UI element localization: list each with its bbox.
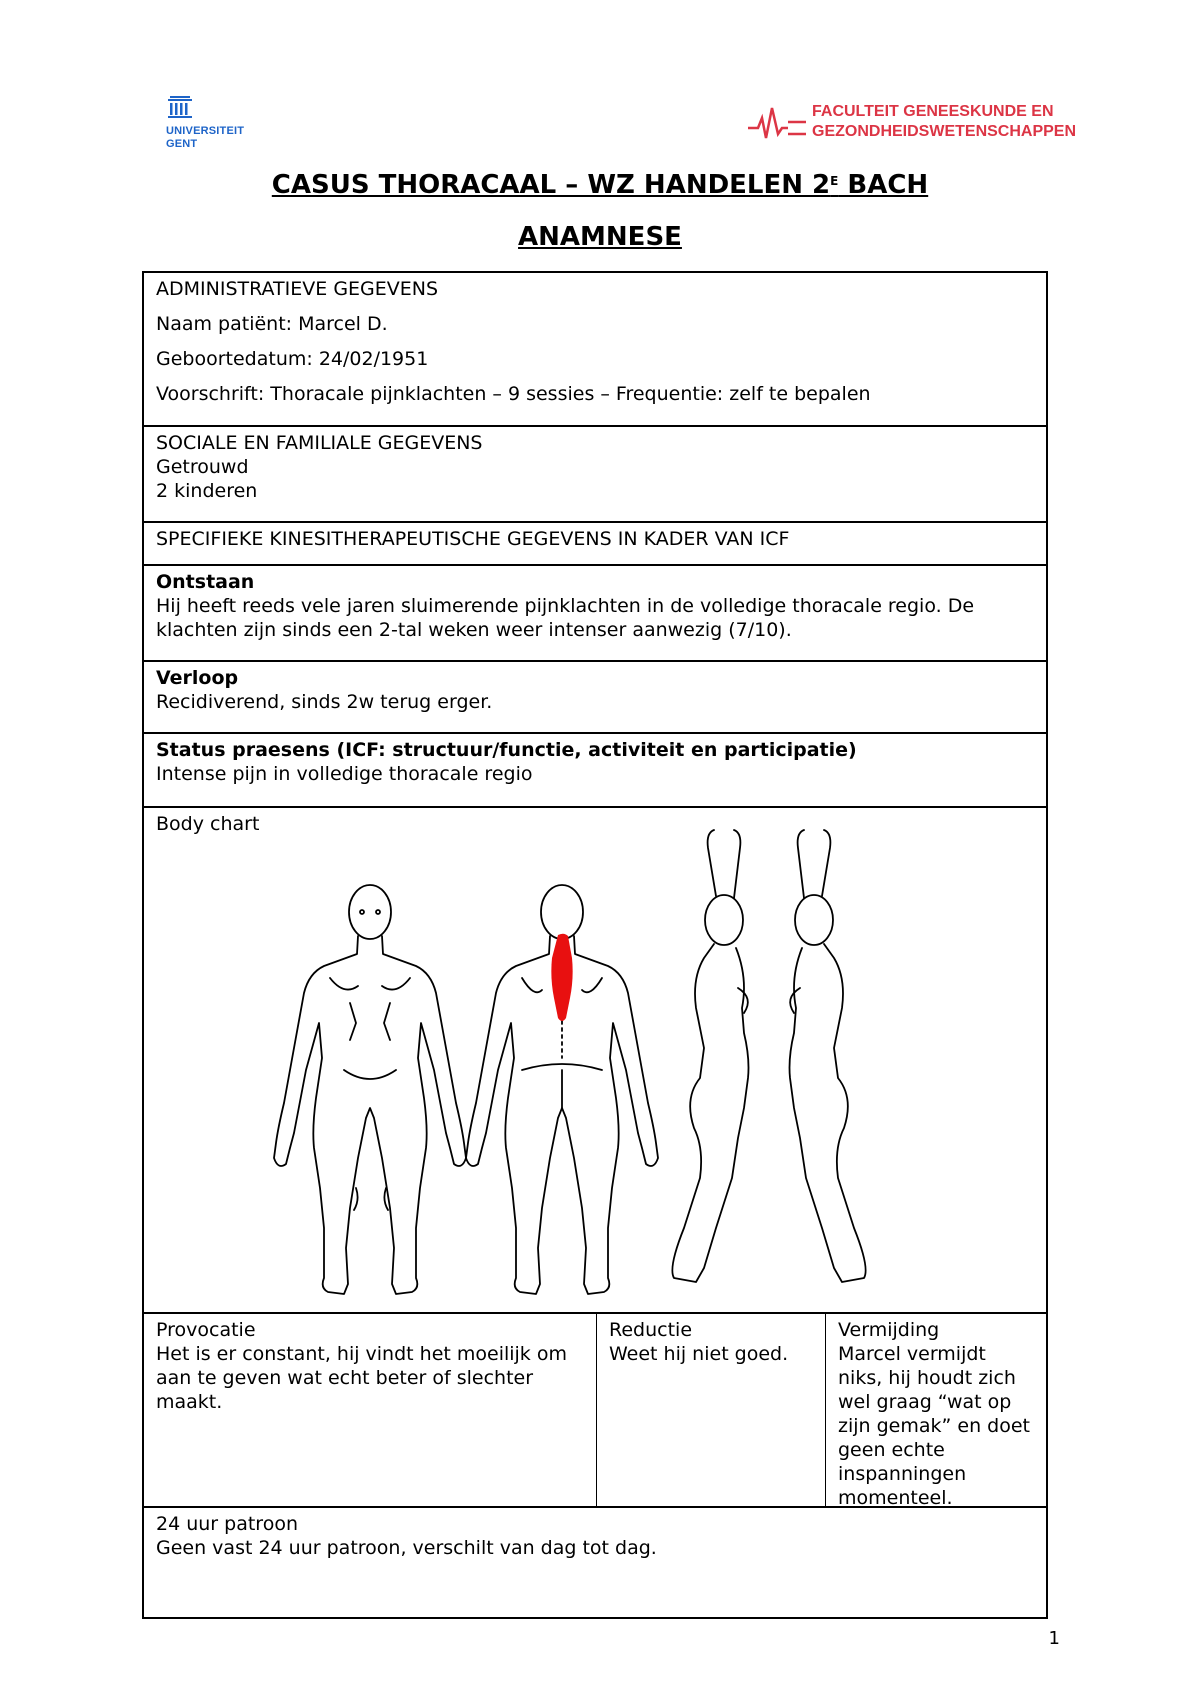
document-subtitle: ANAMNESE <box>518 222 682 252</box>
verloop-text: Recidiverend, sinds 2w terug erger. <box>156 691 493 713</box>
faculty-logo-text: FACULTEIT GENEESKUNDE EN GEZONDHEIDSWETENSCHAPPEN <box>812 103 1077 140</box>
verloop-header: Verloop <box>156 667 239 689</box>
social-header: SOCIALE EN FAMILIALE GEGEVENS <box>156 432 483 454</box>
body-chart-figure <box>144 808 1046 1312</box>
status-section <box>144 734 1046 808</box>
vermijding-cell <box>826 1314 1046 1509</box>
date-of-birth: Geboortedatum: 24/02/1951 <box>156 348 429 370</box>
ontstaan-text: Hij heeft reeds vele jaren sluimerende pijnklachten in de volledige thoracale regio. De klachten zijn sinds een 2-tal weken weer intenser aanwezig (7/10). <box>156 595 975 641</box>
bodychart-section <box>144 808 1046 1314</box>
provocatie-cell <box>144 1314 597 1506</box>
prv-section <box>144 1314 1046 1508</box>
reductie-header: Reductie <box>609 1319 693 1341</box>
ugent-logo-text: UNIVERSITEIT GENT <box>166 125 245 150</box>
status-text: Intense pijn in volledige thoracale regio <box>156 763 533 785</box>
patient-name: Naam patiënt: Marcel D. <box>156 313 388 335</box>
provocatie-text: Het is er constant, hij vindt het moeilijk om aan te geven wat echt beter of slechter maakt. <box>156 1343 567 1413</box>
patroon-text: Geen vast 24 uur patroon, verschilt van dag tot dag. <box>156 1537 657 1559</box>
body-front-figure <box>274 885 466 1294</box>
reductie-cell <box>597 1314 826 1506</box>
social-line: 2 kinderen <box>156 480 258 502</box>
specific-header: SPECIFIEKE KINESITHERAPEUTISCHE GEGEVENS IN KADER VAN ICF <box>156 528 790 550</box>
specific-section <box>144 523 1046 566</box>
bodychart-label: Body chart <box>156 813 260 835</box>
admin-section <box>144 273 1046 427</box>
provocatie-header: Provocatie <box>156 1319 256 1341</box>
heartbeat-icon <box>748 104 808 144</box>
body-side-right-figure <box>790 830 866 1282</box>
pain-area-highlight <box>551 934 572 1021</box>
prescription: Voorschrift: Thoracale pijnklachten – 9 sessies – Frequentie: zelf te bepalen <box>156 383 871 405</box>
body-side-left-figure <box>672 830 748 1282</box>
verloop-section <box>144 662 1046 734</box>
page-number: 1 <box>1048 1628 1060 1649</box>
reductie-text: Weet hij niet goed. <box>609 1343 789 1365</box>
status-header: Status praesens (ICF: structuur/functie, activiteit en participatie) <box>156 739 857 761</box>
faculty-logo <box>748 102 1077 142</box>
patroon-header: 24 uur patroon <box>156 1513 298 1535</box>
ontstaan-header: Ontstaan <box>156 571 255 593</box>
anamnese-table <box>142 271 1048 1619</box>
ontstaan-section <box>144 566 1046 662</box>
admin-header: ADMINISTRATIEVE GEGEVENS <box>156 278 439 300</box>
ugent-logo <box>160 95 245 155</box>
document-title: CASUS THORACAAL – WZ HANDELEN $2^E$ BACH <box>271 170 929 200</box>
vermijding-text: Marcel vermijdt niks, hij houdt zich wel graag “wat op zijn gemak” en doet geen echte inspanningen momenteel. <box>838 1343 1030 1509</box>
social-section <box>144 427 1046 523</box>
vermijding-header: Vermijding <box>838 1319 940 1341</box>
patroon-section <box>144 1508 1046 1617</box>
social-line: Getrouwd <box>156 456 249 478</box>
university-building-icon <box>168 95 192 121</box>
